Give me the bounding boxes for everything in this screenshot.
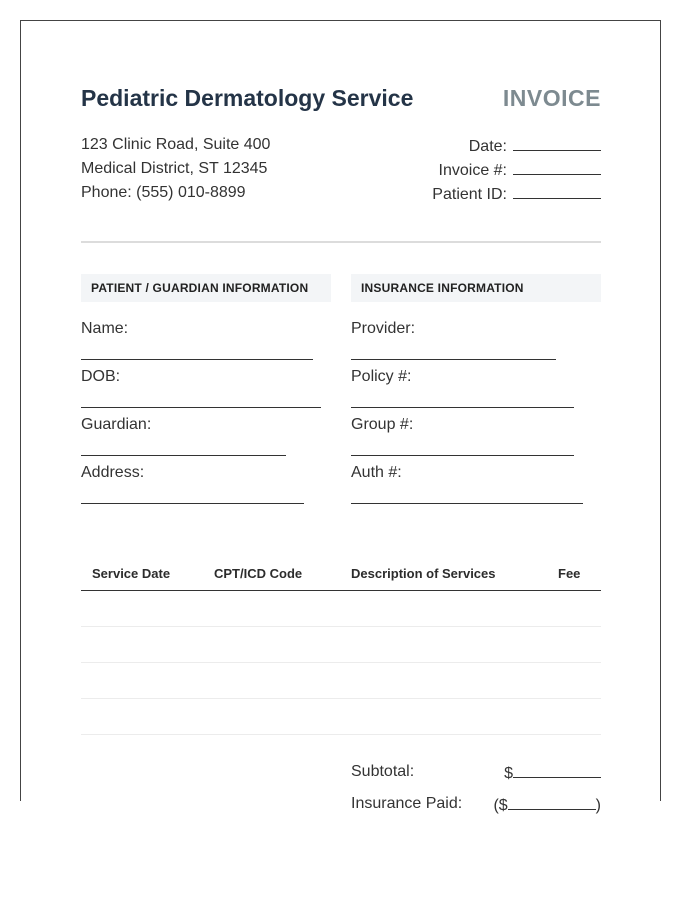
address-line-2: Medical District, ST 12345: [81, 160, 268, 177]
col-description: Description of Services: [351, 566, 496, 581]
provider-label: Provider:: [351, 320, 416, 337]
clinic-name: Pediatric Dermatology Service: [81, 85, 414, 111]
patient-dob-label: DOB:: [81, 368, 121, 385]
row-1-rule: [81, 626, 601, 627]
date-label: Date:: [468, 138, 507, 155]
provider-line[interactable]: [351, 359, 556, 360]
auth-line[interactable]: [351, 503, 583, 504]
patient-dob-line[interactable]: [81, 407, 321, 408]
patient-id-field: [432, 184, 601, 204]
patient-address-line[interactable]: [81, 503, 304, 504]
insurance-paid-currency: ($: [493, 797, 508, 814]
insurance-paid-close-paren: ): [595, 797, 601, 814]
date-field: [469, 136, 601, 156]
date-blank[interactable]: [513, 136, 601, 151]
insurance-paid-label: Insurance Paid:: [351, 795, 463, 812]
header-divider: [81, 241, 601, 243]
auth-label: Auth #:: [351, 464, 402, 481]
group-line[interactable]: [351, 455, 574, 456]
guardian-label: Guardian:: [81, 416, 152, 433]
patient-section-heading: PATIENT / GUARDIAN INFORMATION: [81, 274, 331, 302]
patient-name-line[interactable]: [81, 359, 313, 360]
subtotal-label: Subtotal:: [351, 763, 415, 780]
policy-line[interactable]: [351, 407, 574, 408]
row-3-rule: [81, 698, 601, 699]
col-fee: Fee: [558, 566, 581, 581]
address-line-1: 123 Clinic Road, Suite 400: [81, 136, 271, 153]
patient-address-label: Address:: [81, 464, 145, 481]
patient-name-label: Name:: [81, 320, 129, 337]
policy-label: Policy #:: [351, 368, 412, 385]
invoice-title: INVOICE: [502, 85, 601, 111]
col-service-date: Service Date: [92, 566, 171, 581]
row-4-rule: [81, 734, 601, 735]
patient-id-label: Patient ID:: [432, 186, 507, 203]
col-code: CPT/ICD Code: [214, 566, 303, 581]
group-label: Group #:: [351, 416, 414, 433]
insurance-paid-field[interactable]: [493, 795, 601, 815]
invoice-number-field: [439, 160, 601, 180]
subtotal-blank[interactable]: [513, 763, 601, 778]
patient-id-blank[interactable]: [513, 184, 601, 199]
insurance-section-heading: INSURANCE INFORMATION: [351, 274, 601, 302]
invoice-sheet: [20, 20, 661, 814]
row-2-rule: [81, 662, 601, 663]
subtotal-currency: $: [504, 765, 513, 782]
phone-line: Phone: (555) 010-8899: [81, 184, 246, 201]
insurance-paid-blank[interactable]: [508, 795, 596, 810]
table-header-rule: [81, 590, 601, 591]
invoice-number-label: Invoice #:: [438, 162, 507, 179]
subtotal-field[interactable]: [504, 763, 601, 783]
guardian-line[interactable]: [81, 455, 286, 456]
invoice-number-blank[interactable]: [513, 160, 601, 175]
